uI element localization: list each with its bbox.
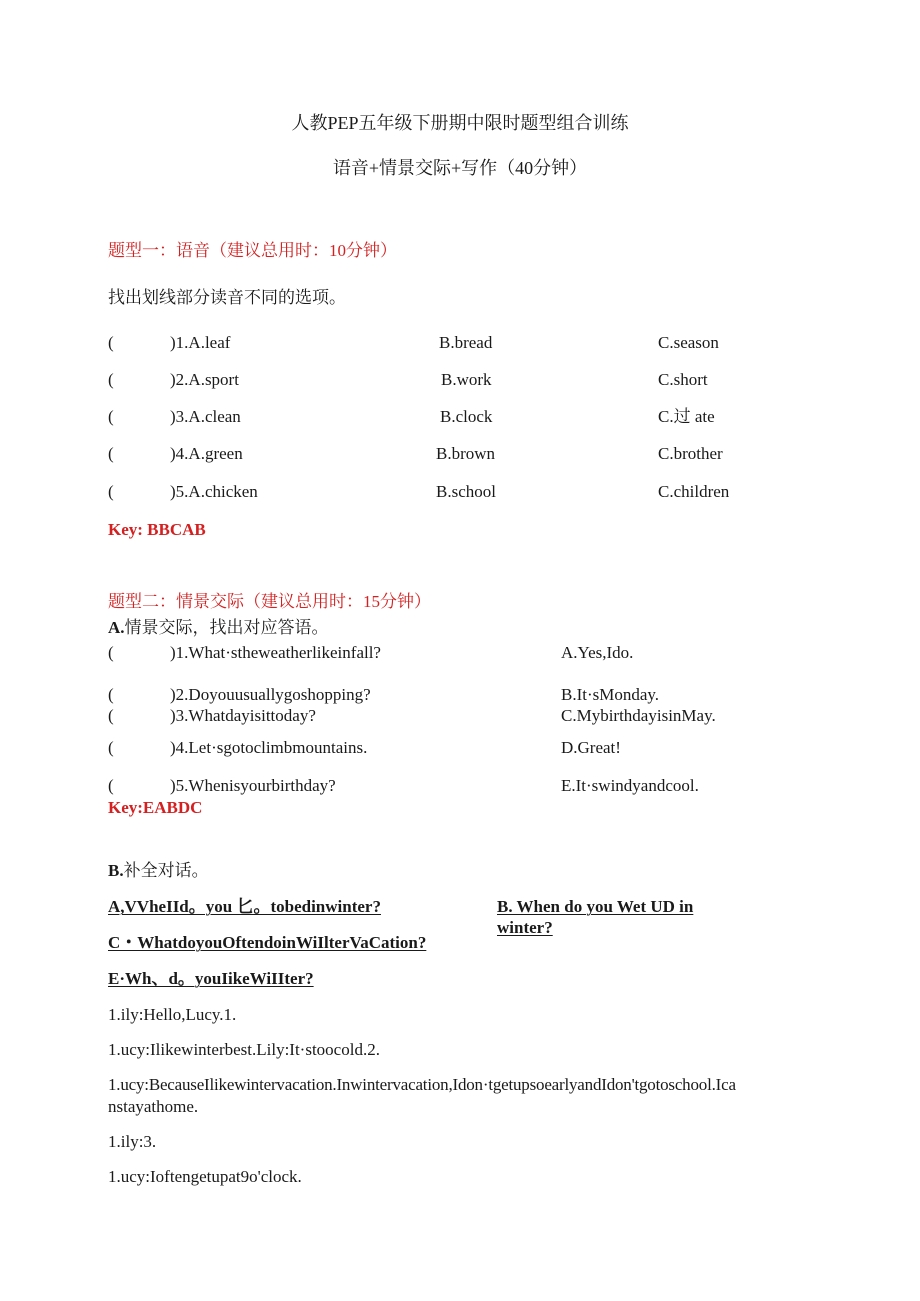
answer-blank[interactable]: ( <box>108 370 114 389</box>
option-c: C.short <box>658 370 708 389</box>
answer-blank[interactable]: ( <box>108 444 114 463</box>
option-a: )5.A.chicken <box>170 482 258 501</box>
option-c: C.children <box>658 482 730 501</box>
dialogue-option-e: E·Wh、d。youIikeWiIIter? <box>108 969 314 988</box>
answer-blank[interactable]: ( <box>108 706 114 725</box>
part-a-instruction: 情景交际，找出对应答语。 <box>124 618 329 637</box>
part-a-label: A. <box>108 618 125 637</box>
option-c: C.过 ate <box>658 407 715 426</box>
option-c: C.season <box>658 333 719 352</box>
part-b-label: B. <box>108 861 124 880</box>
answer-blank[interactable]: ( <box>108 643 114 662</box>
section1-answer-key: Key: BBCAB <box>108 520 206 539</box>
dialogue-line: 1.ucy:Ilikewinterbest.Lily:It·stoocold.2. <box>108 1040 380 1059</box>
question-text: )2.Doyouusuallygoshopping? <box>170 685 371 704</box>
answer-blank[interactable]: ( <box>108 776 114 795</box>
section2-heading: 题型二：情景交际（建议总用时：15分钟） <box>108 592 431 611</box>
page-subtitle: 语音+情景交际+写作（40分钟） <box>332 158 588 178</box>
option-b: B.brown <box>436 444 496 463</box>
option-b: B.bread <box>439 333 493 352</box>
option-c: C.brother <box>658 444 723 463</box>
question-text: )1.What·stheweatherlikeinfall? <box>170 643 381 662</box>
dialogue-line: 1.ucy:BecauseIlikewintervacation.Inwintervacation,Idon·tgetupsoearlyandIdon'tgotoschool.Ica <box>108 1075 736 1094</box>
answer-blank[interactable]: ( <box>108 685 114 704</box>
dialogue-line: 1.ily:3. <box>108 1132 157 1151</box>
dialogue-option-a: A,VVheIId。you 匕。tobedinwinter? <box>108 897 381 916</box>
dialogue-line: nstayathome. <box>108 1097 199 1116</box>
option-a: )3.A.clean <box>170 407 241 426</box>
dialogue-option-b-line1: B. When do you Wet UD in <box>497 897 694 916</box>
answer-option: E.It·swindyandcool. <box>561 776 699 795</box>
option-b: B.work <box>441 370 492 389</box>
dialogue-line: 1.ily:Hello,Lucy.1. <box>108 1005 237 1024</box>
dialogue-option-b-line2: winter? <box>497 918 553 937</box>
answer-option: C.MybirthdayisinMay. <box>561 706 716 725</box>
option-b: B.school <box>436 482 496 501</box>
part-b-instruction: 补全对话。 <box>123 861 209 880</box>
part-b-heading <box>108 861 209 881</box>
answer-blank[interactable]: ( <box>108 482 114 501</box>
question-text: )5.Whenisyourbirthday? <box>170 776 336 795</box>
section1-instruction: 找出划线部分读音不同的选项。 <box>108 288 346 307</box>
question-text: )3.Whatdayisittoday? <box>170 706 316 725</box>
option-b: B.clock <box>440 407 493 426</box>
question-text: )4.Let·sgotoclimbmountains. <box>170 738 368 757</box>
part-a-answer-key: Key:EABDC <box>108 798 203 817</box>
page-title: 人教PEP五年级下册期中限时题型组合训练 <box>291 113 629 133</box>
section1-heading: 题型一：语音（建议总用时：10分钟） <box>108 241 397 260</box>
option-a: )2.A.sport <box>170 370 239 389</box>
option-a: )4.A.green <box>170 444 243 463</box>
dialogue-line: 1.ucy:Ioftengetupat9o'clock. <box>108 1167 302 1186</box>
part-a-heading <box>108 618 329 638</box>
option-a: )1.A.leaf <box>170 333 231 352</box>
answer-option: A.Yes,Ido. <box>561 643 634 662</box>
answer-blank[interactable]: ( <box>108 333 114 352</box>
answer-option: B.It·sMonday. <box>561 685 660 704</box>
dialogue-option-c: C・WhatdoyouOftendoinWiIlterVaCation? <box>108 933 427 952</box>
answer-option: D.Great! <box>561 738 621 757</box>
answer-blank[interactable]: ( <box>108 407 114 426</box>
answer-blank[interactable]: ( <box>108 738 114 757</box>
